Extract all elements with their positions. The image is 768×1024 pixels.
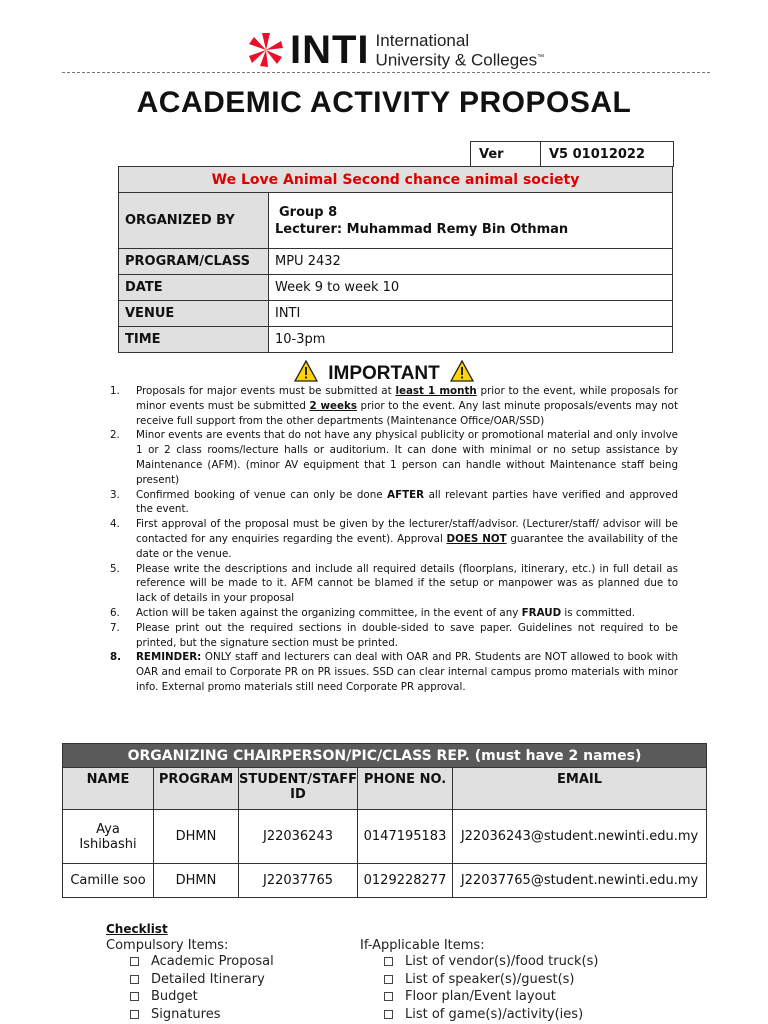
cell-phone: 0129228277	[358, 864, 453, 898]
checklist-item[interactable]: Signatures	[106, 1006, 274, 1024]
checkbox-icon[interactable]	[130, 975, 139, 984]
inti-star-logo-icon	[246, 30, 286, 70]
col-program: PROGRAM	[154, 768, 239, 810]
program-label: PROGRAM/CLASS	[119, 249, 269, 275]
col-id: STUDENT/STAFF ID	[239, 768, 358, 810]
rules-list	[110, 384, 678, 695]
cell-email: J22036243@student.newinti.edu.my	[453, 810, 707, 864]
rule-item: 5. Please write the descriptions and include all required details (floorplans, itinerary, etc.) in full detail as reference will be made to it. AFM cannot be blamed if the setup or manpower was as planned due to lack of details in your proposal	[110, 562, 678, 605]
rule-item: 1. Proposals for major events must be submitted at least 1 month prior to the event, while proposals for minor events must be submitted 2 weeks prior to the event. Any last minute proposals/events may not receive full support from the other departments (Maintenance Office/OAR/SSD)	[110, 385, 679, 427]
cell-email: J22037765@student.newinti.edu.my	[453, 864, 707, 898]
chairperson-heading: ORGANIZING CHAIRPERSON/PIC/CLASS REP. (must have 2 names)	[63, 744, 707, 768]
applicable-items	[360, 938, 598, 1023]
cell-phone: 0147195183	[358, 810, 453, 864]
logo-line1: International	[375, 30, 470, 50]
header-divider	[62, 72, 710, 73]
checkbox-icon[interactable]	[384, 975, 393, 984]
compulsory-title: Compulsory Items:	[106, 938, 229, 953]
applicable-title: If-Applicable Items:	[360, 938, 485, 953]
organized-by-lecturer: Lecturer: Muhammad Remy Bin Othman	[275, 221, 569, 237]
time-label: TIME	[119, 327, 269, 353]
date-value: Week 9 to week 10	[269, 275, 673, 301]
checklist-item[interactable]: List of vendor(s)/food truck(s)	[360, 953, 598, 971]
checklist-item[interactable]: Budget	[106, 988, 274, 1006]
checkbox-icon[interactable]	[384, 1010, 393, 1019]
rule-item: 3. Confirmed booking of venue can only be done AFTER all relevant parties have verified and approved the event.	[110, 488, 679, 516]
checkbox-icon[interactable]	[130, 992, 139, 1001]
logo-brand: INTI	[290, 28, 370, 72]
version-table	[470, 141, 674, 167]
checklist-item[interactable]: List of game(s)/activity(ies)	[360, 1006, 598, 1024]
cell-id: J22037765	[239, 864, 358, 898]
cell-program: DHMN	[154, 864, 239, 898]
event-info-table	[118, 166, 673, 353]
version-label: Ver	[471, 142, 541, 167]
checkbox-icon[interactable]	[130, 957, 139, 966]
logo-subtitle	[376, 32, 545, 69]
checkbox-icon[interactable]	[130, 1010, 139, 1019]
cell-id: J22036243	[239, 810, 358, 864]
checkbox-icon[interactable]	[384, 992, 393, 1001]
cell-name: Camille soo	[63, 864, 154, 898]
table-row	[63, 810, 707, 864]
cell-program: DHMN	[154, 810, 239, 864]
date-label: DATE	[119, 275, 269, 301]
organized-by-label: ORGANIZED BY	[119, 193, 269, 249]
checkbox-icon[interactable]	[384, 957, 393, 966]
logo-line2: University & Colleges	[375, 50, 538, 70]
chairperson-table	[62, 743, 707, 898]
version-value: V5 01012022	[541, 142, 674, 167]
rule-item: 4. First approval of the proposal must be given by the lecturer/staff/advisor. (Lecturer/staff/ advisor will be contacted for any enquiries regarding the event). Approval DOES NOT guarantee the availability of the date or the venue.	[110, 518, 678, 560]
page-title: ACADEMIC ACTIVITY PROPOSAL	[136, 86, 632, 119]
table-row	[63, 864, 707, 898]
header	[0, 28, 768, 72]
logo-tm: ™	[537, 53, 545, 61]
venue-label: VENUE	[119, 301, 269, 327]
checklist-heading: Checklist	[106, 922, 168, 936]
program-value: MPU 2432	[269, 249, 673, 275]
checklist-item[interactable]: Detailed Itinerary	[106, 971, 274, 989]
checklist	[106, 922, 706, 1022]
venue-value: INTI	[269, 301, 673, 327]
col-phone: PHONE NO.	[358, 768, 453, 810]
rule-item: 7. Please print out the required sections in double-sided to save paper. Guidelines not required to be printed, but the signature section must be printed.	[110, 621, 678, 649]
col-email: EMAIL	[453, 768, 707, 810]
rule-item: 2. Minor events are events that do not have any physical publicity or promotional material and only involve 1 or 2 class rooms/lecture halls or auditorium. It can done with minimal or no setup assistance by Maintenance (AFM). (minor AV equipment that 1 person can handle without Maintenance staff being present)	[110, 429, 678, 486]
event-name: We Love Animal Second chance animal society	[119, 167, 673, 193]
inti-logo	[246, 28, 544, 72]
col-name: NAME	[63, 768, 154, 810]
checklist-item[interactable]: Floor plan/Event layout	[360, 988, 598, 1006]
rule-item: 6. Action will be taken against the organizing committee, in the event of any FRAUD is committed.	[110, 606, 636, 619]
time-value: 10-3pm	[269, 327, 673, 353]
checklist-item[interactable]: Academic Proposal	[106, 953, 274, 971]
important-label: IMPORTANT	[328, 363, 440, 384]
organized-by-group: Group 8	[279, 204, 338, 220]
rule-item: 8. REMINDER: ONLY staff and lecturers can deal with OAR and PR. Students are NOT allowed to book with OAR and email to Corporate PR on PR issues. SSD can clear internal campus promo materials with minor info. External promo materials still need Corporate PR approval.	[110, 651, 678, 693]
checklist-item[interactable]: List of speaker(s)/guest(s)	[360, 971, 598, 989]
compulsory-items	[106, 938, 274, 1023]
organized-by-value	[269, 193, 673, 249]
cell-name: Aya Ishibashi	[63, 810, 154, 864]
